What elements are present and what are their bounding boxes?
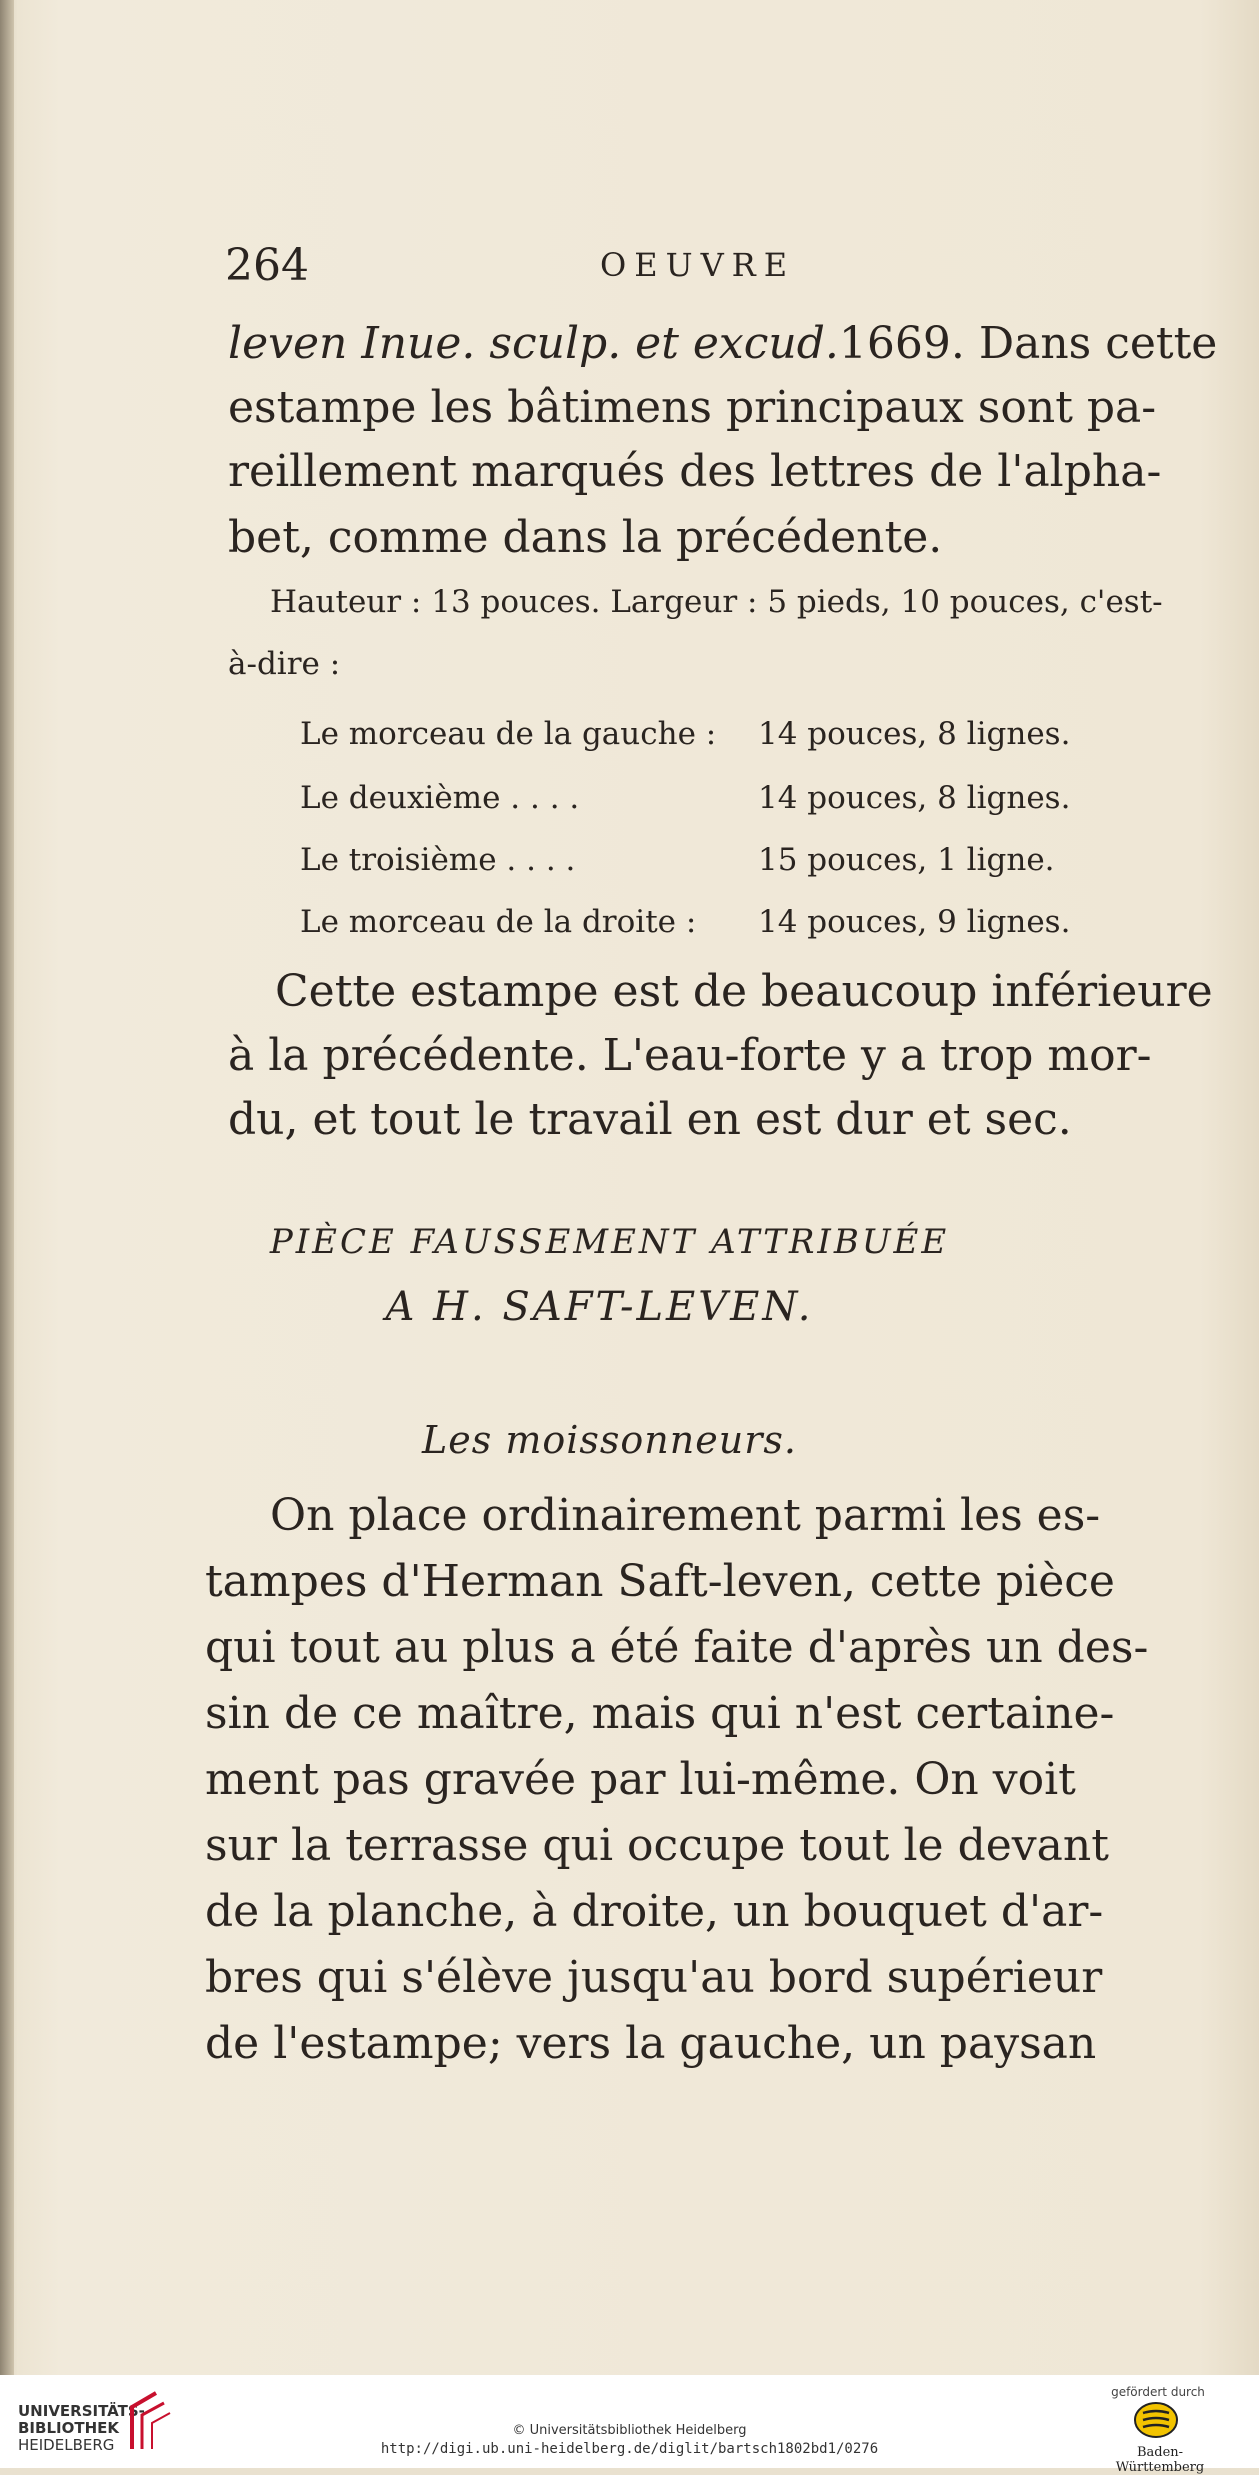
- line-text: estampe les bâtimens principaux sont pa-: [228, 382, 1157, 433]
- italic-fragment: leven Inue. sculp. et excud.: [228, 318, 839, 369]
- paragraph-3-line: ment pas gravée par lui-même. On voit: [205, 1754, 1076, 1805]
- library-name-line: UNIVERSITÄTS-: [18, 2402, 145, 2420]
- line-text: Cette estampe est de beaucoup inférieure: [275, 966, 1213, 1017]
- digitization-footer: [0, 2375, 1259, 2475]
- library-name-line: BIBLIOTHEK: [18, 2419, 119, 2437]
- running-title: OEUVRE: [600, 246, 796, 284]
- page-number: 264: [225, 240, 309, 291]
- dimensions-line-2: [228, 646, 340, 682]
- piece-label: Le deuxième . . . .: [300, 780, 580, 816]
- paragraph-1-line-2: [228, 382, 1188, 433]
- paragraph-3-line: de l'estampe; vers la gauche, un paysan: [205, 2018, 1097, 2069]
- piece-size: 15 pouces, 1 ligne.: [758, 842, 1055, 878]
- paragraph-3-line: qui tout au plus a été faite d'après un des-: [205, 1622, 1149, 1673]
- book-binding-edge: [0, 0, 14, 2375]
- line-text: à-dire :: [228, 646, 341, 682]
- subheading: Les moissonneurs.: [422, 1418, 797, 1462]
- line-text: bet, comme dans la précédente.: [228, 512, 943, 563]
- piece-size: 14 pouces, 8 lignes.: [758, 780, 1071, 816]
- paragraph-3-line: tampes d'Herman Saft-leven, cette pièce: [205, 1556, 1115, 1607]
- paragraph-1-line-4: [228, 512, 942, 563]
- paragraph-2-line-2: [228, 1030, 1188, 1081]
- piece-label: Le morceau de la droite :: [300, 904, 697, 940]
- line-text: reillement marqués des lettres de l'alpha-: [228, 446, 1162, 497]
- dimensions-line-1: [270, 584, 1163, 620]
- paragraph-3-line: On place ordinairement parmi les es-: [270, 1490, 1101, 1541]
- section-heading-line-1: PIÈCE FAUSSEMENT ATTRIBUÉE: [269, 1222, 950, 1262]
- copyright-notice: © Universitätsbibliothek Heidelberg: [512, 2423, 747, 2438]
- sponsor-label: Baden-Württemberg: [1115, 2445, 1205, 2475]
- permalink-url[interactable]: http://digi.ub.uni-heidelberg.de/diglit/bartsch1802bd1/0276: [380, 2441, 879, 2457]
- line-text: du, et tout le travail en est dur et sec.: [228, 1094, 1072, 1145]
- paragraph-2-line-3: [228, 1094, 1072, 1145]
- line-text: 1669. Dans cette: [838, 318, 1218, 369]
- paragraph-3-line: de la planche, à droite, un bouquet d'ar-: [205, 1886, 1104, 1937]
- paragraph-3-line: sur la terrasse qui occupe tout le devant: [205, 1820, 1109, 1871]
- piece-label: Le troisième . . . .: [300, 842, 576, 878]
- paragraph-1-line-1: [228, 318, 1218, 369]
- line-text: Hauteur : 13 pouces. Largeur : 5 pieds, 10 pouces, c'est-: [270, 584, 1163, 620]
- paragraph-2-line-1: [275, 966, 1213, 1017]
- line-text: à la précédente. L'eau-forte y a trop mor-: [228, 1030, 1152, 1081]
- page-header: [225, 240, 1185, 310]
- funded-by-label: gefördert durch: [1111, 2385, 1205, 2399]
- piece-size: 14 pouces, 9 lignes.: [758, 904, 1071, 940]
- paragraph-3-line: sin de ce maître, mais qui n'est certaine-: [205, 1688, 1115, 1739]
- paragraph-3-line: bres qui s'élève jusqu'au bord supérieur: [205, 1952, 1103, 2003]
- library-city: HEIDELBERG: [18, 2436, 115, 2454]
- piece-size: 14 pouces, 8 lignes.: [758, 716, 1071, 752]
- paragraph-1-line-3: [228, 446, 1188, 497]
- piece-label: Le morceau de la gauche :: [300, 716, 717, 752]
- baden-wuerttemberg-crest-icon: [1133, 2401, 1179, 2439]
- section-heading-line-2: A H. SAFT-LEVEN.: [385, 1284, 814, 1330]
